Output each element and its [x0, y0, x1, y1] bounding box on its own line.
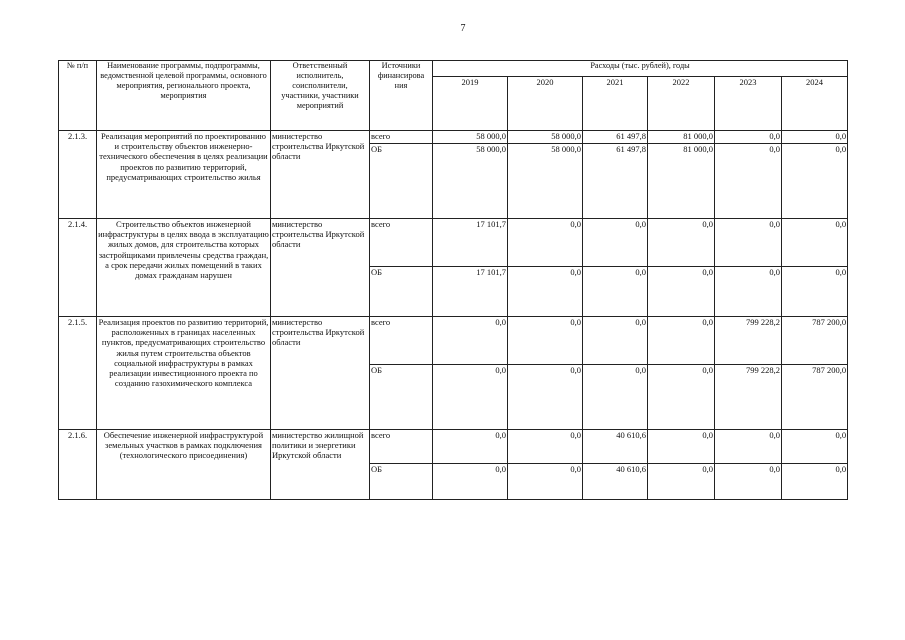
row-name: Строительство объектов инженерной инфраструктуры в целях ввода в эксплуатацию жилых домов, для строительства которых застройщиками привлечены средства граждан, а срок передачи жилых помещений в таких домах гражданам нарушен	[97, 219, 271, 317]
value-cell: 58 000,0	[433, 144, 508, 219]
value-cell: 0,0	[715, 131, 782, 144]
value-cell: 0,0	[508, 464, 583, 500]
table-row	[59, 317, 848, 365]
source-label: всего	[370, 219, 433, 267]
value-cell: 799 228,2	[715, 365, 782, 430]
value-cell: 0,0	[782, 131, 848, 144]
value-cell: 0,0	[648, 430, 715, 464]
header-num: № п/п	[59, 61, 97, 131]
value-cell: 81 000,0	[648, 131, 715, 144]
value-cell: 0,0	[583, 219, 648, 267]
row-number: 2.1.5.	[59, 317, 97, 430]
value-cell: 0,0	[715, 144, 782, 219]
header-executor: Ответственный исполнитель, соисполнители, участники, участники мероприятий	[271, 61, 370, 131]
value-cell: 58 000,0	[508, 131, 583, 144]
value-cell: 0,0	[715, 219, 782, 267]
value-cell: 0,0	[648, 219, 715, 267]
header-year: 2020	[508, 77, 583, 131]
value-cell: 0,0	[715, 464, 782, 500]
value-cell: 0,0	[508, 430, 583, 464]
value-cell: 0,0	[508, 267, 583, 317]
table-row	[59, 219, 848, 267]
row-executor: министерство строительства Иркутской области	[271, 219, 370, 317]
value-cell: 0,0	[433, 365, 508, 430]
value-cell: 0,0	[433, 464, 508, 500]
header-source: Источники финансирова ния	[370, 61, 433, 131]
header-year: 2024	[782, 77, 848, 131]
value-cell: 799 228,2	[715, 317, 782, 365]
value-cell: 0,0	[508, 317, 583, 365]
value-cell: 0,0	[648, 267, 715, 317]
header-year: 2021	[583, 77, 648, 131]
header-name: Наименование программы, подпрограммы, ведомственной целевой программы, основного мероприятия, регионального проекта, мероприятия	[97, 61, 271, 131]
value-cell: 0,0	[782, 464, 848, 500]
source-label: ОБ	[370, 464, 433, 500]
value-cell: 0,0	[648, 464, 715, 500]
budget-table	[58, 60, 848, 500]
source-label: всего	[370, 131, 433, 144]
source-label: ОБ	[370, 365, 433, 430]
value-cell: 0,0	[508, 219, 583, 267]
value-cell: 787 200,0	[782, 317, 848, 365]
header-year: 2019	[433, 77, 508, 131]
value-cell: 0,0	[583, 365, 648, 430]
value-cell: 0,0	[583, 317, 648, 365]
value-cell: 787 200,0	[782, 365, 848, 430]
table-row	[59, 131, 848, 144]
header-expenses: Расходы (тыс. рублей), годы	[433, 61, 848, 77]
table-row	[59, 430, 848, 464]
value-cell: 0,0	[508, 365, 583, 430]
source-label: ОБ	[370, 267, 433, 317]
table-header	[59, 61, 848, 131]
row-name: Реализация проектов по развитию территорий, расположенных в границах населенных пунктов, предусматривающих строительство жилья путем строительства объектов социальной инфраструктуры в рамках реализации инвестиционного проекта по созданию газохимического комплекса	[97, 317, 271, 430]
value-cell: 58 000,0	[433, 131, 508, 144]
value-cell: 61 497,8	[583, 131, 648, 144]
value-cell: 0,0	[782, 267, 848, 317]
row-name: Реализация мероприятий по проектированию и строительству объектов инженерно-технического обеспечения в целях реализации проектов по развитию территорий, предусматривающих строительство жилья	[97, 131, 271, 219]
row-executor: министерство строительства Иркутской области	[271, 131, 370, 219]
value-cell: 17 101,7	[433, 267, 508, 317]
value-cell: 0,0	[715, 430, 782, 464]
row-name: Обеспечение инженерной инфраструктурой земельных участков в рамках подключения (технологического присоединения)	[97, 430, 271, 500]
value-cell: 58 000,0	[508, 144, 583, 219]
source-label: ОБ	[370, 144, 433, 219]
value-cell: 81 000,0	[648, 144, 715, 219]
value-cell: 0,0	[433, 430, 508, 464]
value-cell: 0,0	[782, 144, 848, 219]
row-executor: министерство жилищной политики и энергетики Иркутской области	[271, 430, 370, 500]
source-label: всего	[370, 430, 433, 464]
value-cell: 0,0	[648, 317, 715, 365]
header-year: 2023	[715, 77, 782, 131]
row-executor: министерство строительства Иркутской области	[271, 317, 370, 430]
header-year: 2022	[648, 77, 715, 131]
value-cell: 17 101,7	[433, 219, 508, 267]
value-cell: 0,0	[648, 365, 715, 430]
value-cell: 0,0	[715, 267, 782, 317]
value-cell: 0,0	[782, 219, 848, 267]
row-number: 2.1.6.	[59, 430, 97, 500]
value-cell: 40 610,6	[583, 430, 648, 464]
value-cell: 61 497,8	[583, 144, 648, 219]
value-cell: 0,0	[583, 267, 648, 317]
source-label: всего	[370, 317, 433, 365]
row-number: 2.1.4.	[59, 219, 97, 317]
value-cell: 40 610,6	[583, 464, 648, 500]
page-number: 7	[460, 23, 466, 34]
value-cell: 0,0	[782, 430, 848, 464]
value-cell: 0,0	[433, 317, 508, 365]
row-number: 2.1.3.	[59, 131, 97, 219]
